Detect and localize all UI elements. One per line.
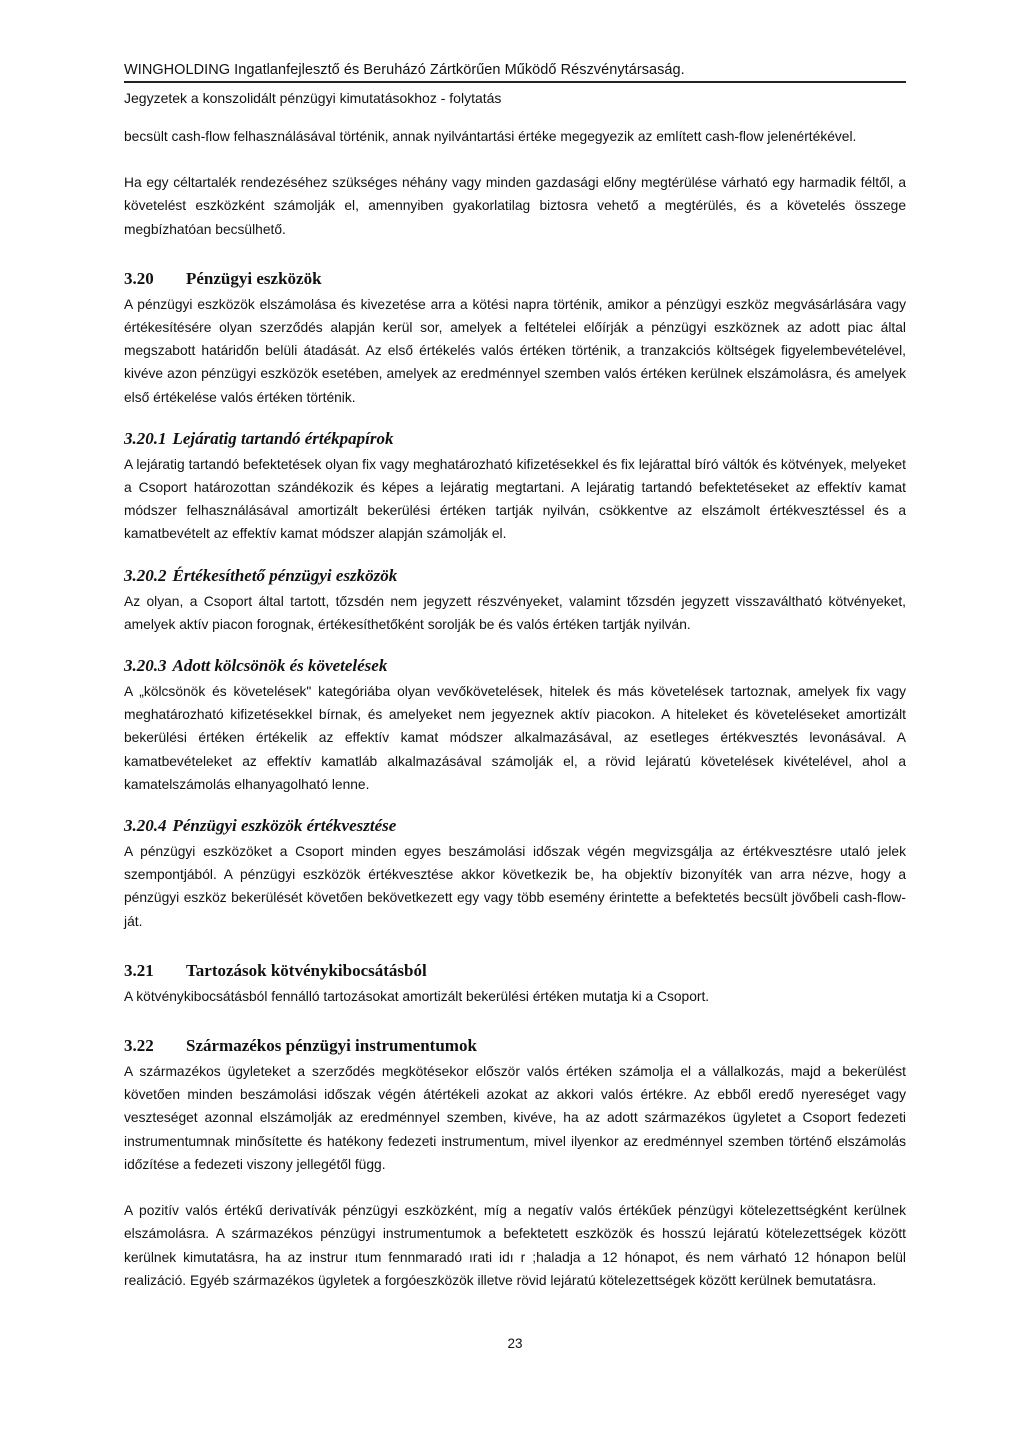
section-title: Származékos pénzügyi instrumentumok	[186, 1036, 477, 1056]
subsection-heading-3-20-4	[124, 814, 906, 838]
section-heading-3-20	[124, 267, 906, 291]
subsection-paragraph: Az olyan, a Csoport által tartott, tőzsdén nem jegyzett részvényeket, valamint tőzsdén jegyzett visszaváltható kötvényeket, amelyek aktív piacon forognak, értékesíthetőként sorolják be és valós értéken tartják nyilván.	[124, 593, 906, 632]
section-number: 3.22	[124, 1036, 154, 1056]
page-number: 23	[507, 1336, 523, 1351]
section-paragraph: A pénzügyi eszközök elszámolása és kivezetése arra a kötési napra történik, amikor a pénzügyi eszköz megvásárlására vagy értékesítésére olyan szerződés alapján kerül sor, amelyek a feltételei előírják a pénzügyi eszköznek az adott piac által megszabott határidőn belüli átadását. Az első értékelés valós értéken történik, a tranzakciós költségek figyelembevételével, kivéve azon pénzügyi eszközök esetében, amelyek az eredménnyel szemben valós értéken kerülnek elszámolásra, és amelyek első értékelése valós értéken történik.	[124, 296, 906, 405]
subsection-number: 3.20.2	[124, 565, 167, 585]
section-title: Pénzügyi eszközök	[186, 268, 322, 288]
section-heading-3-21	[124, 959, 906, 983]
subsection-paragraph: A lejáratig tartandó befektetések olyan fix vagy meghatározható kifizetésekkel és fix lejárattal bíró váltók és kötvények, melyeket a Csoport határozottan szándékozik és képes a lejáratig megtartani. A lejáratig tartandó befektetéseket az effektív kamat módszer felhasználásával amortizált bekerülési értéken tartják nyilván, csökkentve az elszámolt értékvesztéssel és a kamatbevételt az effektív kamat módszer alapján számolják el.	[124, 456, 906, 542]
subsection-heading-3-20-2	[124, 564, 906, 588]
subsection-number: 3.20.3	[124, 656, 167, 676]
subsection-title: Lejáratig tartandó értékpapírok	[172, 428, 394, 448]
subsection-title: Adott kölcsönök és követelések	[172, 656, 388, 676]
section-title: Tartozások kötvénykibocsátásból	[186, 960, 427, 980]
section-paragraph: A kötvénykibocsátásból fennálló tartozásokat amortizált bekerülési értéken mutatja ki a Csoport.	[124, 988, 710, 1004]
subsection-number: 3.20.4	[124, 816, 167, 836]
section-number: 3.20	[124, 268, 154, 288]
document-body	[124, 125, 906, 1292]
header-divider	[124, 81, 906, 83]
subsection-paragraph: A pénzügyi eszközöket a Csoport minden egyes beszámolási időszak végén megvizsgálja az értékvesztésre utaló jelek szempontjából. A pénzügyi eszközök értékvesztése akkor következik be, ha objektív bizonyíték van arra nézve, hogy a pénzügyi eszköz bekerülését követően bekövetkezett egy vagy több esemény érintette a befektetés becsült jövőbeli cash-flow-ját.	[124, 844, 906, 929]
subsection-heading-3-20-3	[124, 654, 906, 678]
header-subtitle: Jegyzetek a konszolidált pénzügyi kimutatásokhoz - folytatás	[124, 90, 502, 106]
intro-paragraph-1: becsült cash-flow felhasználásával történik, annak nyilvántartási értéke megegyezik az említett cash-flow jelenértékével.	[124, 129, 857, 144]
document-page	[124, 0, 906, 1448]
subsection-paragraph: A „kölcsönök és követelések" kategóriába olyan vevőkövetelések, hitelek és más követelések tartoznak, amelyek fix vagy meghatározható kifizetésekkel bírnak, és amelyeket nem jegyeznek aktív piacokon. A hiteleket és követeléseket amortizált bekerülési értéken értékelik az effektív kamat módszer alkalmazásával, az esetleges értékvesztés levonásával. A kamatbevételeket az effektív kamatláb alkalmazásával számolják el, a rövid lejáratú követelések kivételével, ahol a kamatelszámolás elhanyagolható lenne.	[124, 684, 906, 792]
section-paragraph-1: A származékos ügyleteket a szerződés megkötésekor először valós értéken számolja el a vállalkozás, majd a bekerülést követően minden beszámolási időszak végén átértékeli azokat az akkori valós értékre. Az ebből eredő nyereséget vagy veszteséget azonnal elszámolják az eredménnyel szemben, kivéve, ha az adott származékos ügyletet a Csoport fedezeti instrumentumnak minősítette és hatékony fedezeti instrumentum, mivel ilyenkor az eredménnyel szemben történő elszámolás időzítése a fedezeti viszony jellegétől függ.	[124, 1064, 906, 1172]
section-heading-3-22	[124, 1034, 906, 1058]
header-company-name: WINGHOLDING Ingatlanfejlesztő és Beruházó Zártkörűen Működő Részvénytársaság.	[124, 62, 685, 78]
subsection-number: 3.20.1	[124, 428, 167, 448]
intro-paragraph-2: Ha egy céltartalék rendezéséhez szükséges néhány vagy minden gazdasági előny megtérülése várható egy harmadik féltől, a követelést eszközként számolják el, amennyiben gyakorlatilag biztosra vehető a megtérülés, és a követelés összege megbízhatóan becsülhető.	[124, 175, 906, 237]
page-header	[124, 60, 906, 107]
subsection-title: Pénzügyi eszközök értékvesztése	[172, 816, 397, 836]
section-number: 3.21	[124, 960, 154, 980]
section-paragraph-2: A pozitív valós értékű derivatívák pénzügyi eszközként, míg a negatív valós értékűek pénzügyi kötelezettségként kerülnek elszámolásra. A származékos pénzügyi instrumentumok a befektetett eszközök és hosszú lejáratú kötelezettségek között kerülnek kimutatásra, ha az instrur ıtum fennmaradó ırati idı r ;haladja a 12 hónapot, és nem várható 12 hónapon belül realizáció. Egyéb származékos ügyletek a forgóeszközök illetve rövid lejáratú kötelezettségek között kerülnek bemutatásra.	[124, 1203, 906, 1288]
subsection-heading-3-20-1	[124, 427, 906, 451]
subsection-title: Értékesíthető pénzügyi eszközök	[172, 565, 398, 585]
